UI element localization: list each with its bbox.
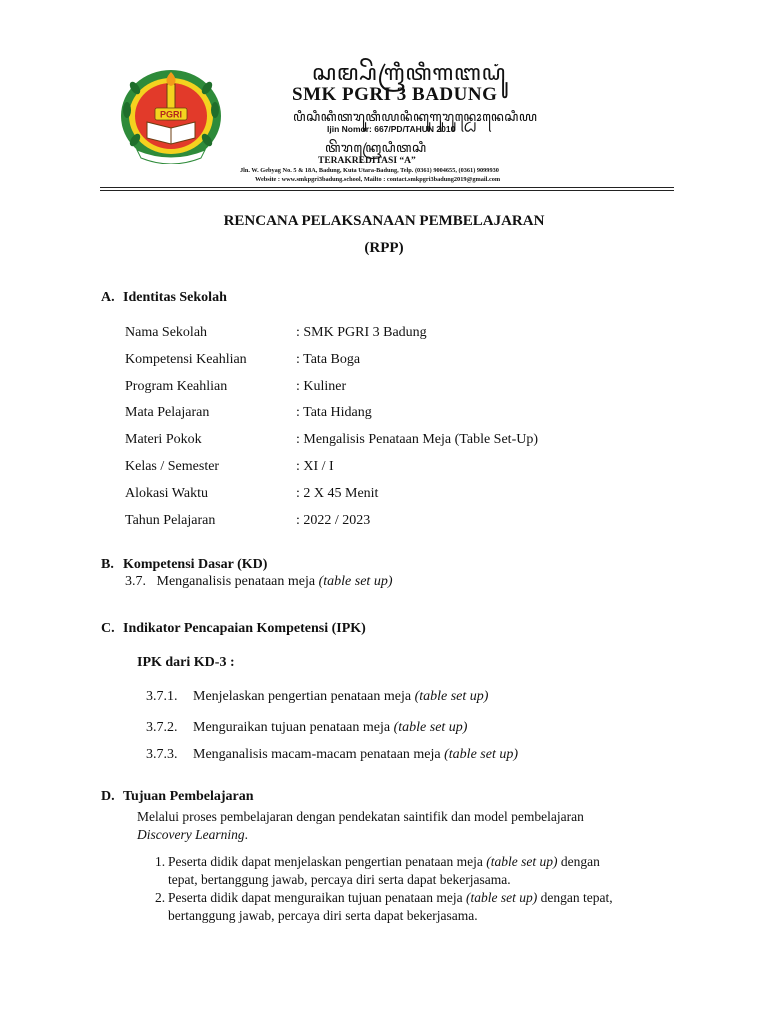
school-address: Jln. W. Gebyag No. 5 & 18A, Badung, Kuta Utara-Badung, Telp. (0361) 9004655, (0361) 9099930 [240, 167, 499, 174]
identity-value: : 2022 / 2023 [296, 513, 371, 528]
objective-text: Peserta didik dapat menguraikan tujuan penataan meja [168, 890, 467, 905]
section-d-heading [101, 789, 254, 805]
identity-label: Mata Pelajaran [125, 405, 210, 420]
objective-text-italic: (table set up) [486, 854, 558, 869]
school-logo [117, 64, 225, 164]
ipk-text: Menguraikan tujuan penataan meja [193, 720, 394, 735]
school-name: SMK PGRI 3 BADUNG [292, 84, 498, 105]
section-title: Indikator Pencapaian Kompetensi (IPK) [123, 621, 366, 636]
objective-text-continued: bertanggung jawab, percaya diri serta dapat bekerjasama. [168, 908, 478, 923]
permit-number: Ijin Nomor: 667/PD/TAHUN 2010 [327, 124, 456, 134]
letterhead-rule-thin [100, 190, 674, 191]
kd-number: 3.7. [125, 574, 146, 589]
identity-label: Program Keahlian [125, 379, 228, 394]
section-a-heading [101, 290, 227, 306]
section-title: Kompetensi Dasar (KD) [123, 557, 268, 572]
section-title: Tujuan Pembelajaran [123, 789, 254, 804]
objective-intro-model [137, 827, 248, 843]
document-title: RENCANA PELAKSANAAN PEMBELAJARAN [223, 213, 545, 229]
objective-text-continued: tepat, bertanggung jawab, percaya diri serta dapat bekerjasama. [168, 872, 511, 887]
identity-label: Kelas / Semester [125, 459, 220, 474]
kd-text-italic: (table set up) [318, 574, 393, 589]
identity-value: : XI / I [296, 459, 334, 474]
identity-value: : SMK PGRI 3 Badung [296, 325, 427, 340]
ipk-text-italic: (table set up) [393, 720, 468, 735]
document-subtitle: (RPP) [364, 240, 404, 256]
accreditation: TERAKREDITASI “A” [318, 156, 416, 166]
kd-text: Menganalisis penataan meja [156, 574, 319, 589]
balinese-script-subheading: ꦥꦶꦱꦶꦏꦶꦠꦫꦸꦠꦶꦪꦤꦶꦏꦸꦒꦸꦫꦸꦤ꧀ꦝꦺꦴꦤꦺꦱꦶꦪ [293, 110, 538, 125]
section-b-heading [101, 557, 267, 573]
letterhead-rule [100, 187, 674, 188]
objective-item [155, 854, 600, 870]
identity-label: Nama Sekolah [125, 325, 208, 340]
ipk-number: 3.7.1. [146, 689, 178, 704]
identity-value: : Tata Boga [296, 352, 361, 367]
identity-label: Alokasi Waktu [125, 486, 208, 501]
ipk-text: Menjelaskan pengertian penataan meja [193, 689, 415, 704]
section-letter: D. [101, 789, 115, 804]
ipk-item [146, 747, 518, 763]
ipk-item [146, 720, 467, 736]
identity-value: : Kuliner [296, 379, 347, 394]
section-letter: C. [101, 621, 115, 636]
ipk-text-italic: (table set up) [444, 747, 518, 762]
objective-number: 2. [155, 890, 166, 905]
objective-number: 1. [155, 854, 166, 869]
objective-item [155, 890, 613, 906]
ipk-number: 3.7.2. [146, 720, 178, 735]
school-website: Website : www.smkpgri3badung.school, Mailto : contact.smkpgri3badung2019@gmail.com [255, 176, 501, 183]
ipk-text: Menganalisis macam-macam penataan meja [193, 747, 445, 762]
objective-text-end: dengan tepat, [537, 890, 613, 905]
sentence-end: . [244, 827, 248, 842]
ipk-item [146, 689, 488, 705]
section-title: Identitas Sekolah [123, 290, 227, 305]
balinese-script-accreditation: ꦠꦼꦫꦏꦿꦺꦝꦶꦠꦱꦶ [325, 141, 427, 156]
identity-label: Tahun Pelajaran [125, 513, 216, 528]
objective-intro: Melalui proses pembelajaran dengan pendekatan saintifik dan model pembelajaran [137, 809, 584, 824]
svg-text:PGRI: PGRI [159, 109, 183, 120]
ipk-subheading: IPK dari KD-3 : [137, 655, 235, 670]
identity-value: : 2 X 45 Menit [296, 486, 379, 501]
identity-label: Materi Pokok [125, 432, 202, 447]
kd-item [125, 574, 392, 590]
objective-text-end: dengan [557, 854, 600, 869]
section-c-heading [101, 621, 366, 637]
learning-model: Discovery Learning [137, 827, 245, 842]
objective-text-italic: (table set up) [466, 890, 538, 905]
section-letter: B. [101, 557, 114, 572]
ipk-number: 3.7.3. [146, 747, 178, 762]
objective-text: Peserta didik dapat menjelaskan pengertian penataan meja [168, 854, 487, 869]
identity-value: : Mengalisis Penataan Meja (Table Set-Up) [296, 432, 539, 447]
identity-value: : Tata Hidang [296, 405, 372, 420]
ipk-text-italic: (table set up) [414, 689, 489, 704]
section-letter: A. [101, 290, 115, 305]
identity-label: Kompetensi Keahlian [125, 352, 247, 367]
balinese-script-heading: ꦱꦩ꧀ꦥꦼꦒꦿꦶꦠꦶꦒꦧꦝꦸꦁ [312, 61, 507, 86]
